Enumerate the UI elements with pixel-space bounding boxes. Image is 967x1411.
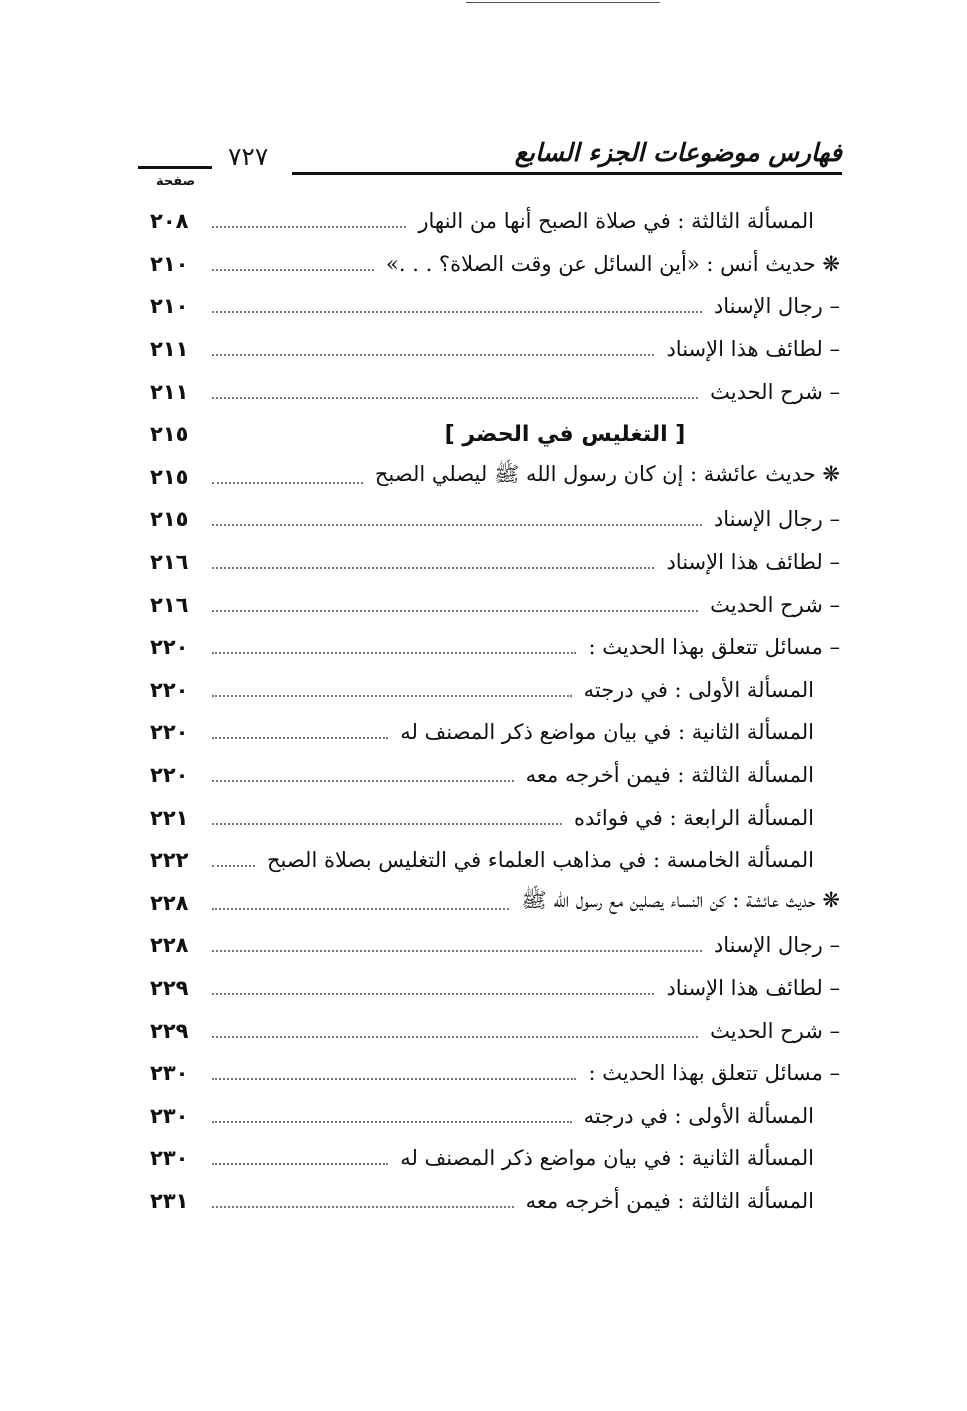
toc-entry (150, 1052, 840, 1095)
entry-page-number: ٢١١ (150, 379, 189, 404)
toc-entry (150, 796, 840, 839)
entry-page-number: ٢٢٠ (150, 720, 189, 745)
entry-page-number: ٢١٠ (150, 251, 189, 276)
header-page-number: ٧٢٧ (228, 142, 269, 171)
entry-label: المسألة الثالثة : في صلاة الصبح أنها من النهار (418, 209, 814, 234)
entry-page-number: ٢١٥ (150, 464, 189, 489)
toc-entry (150, 328, 840, 371)
entry-label: ❋ حديث عائشة : إن كان رسول الله ﷺ ليصلي الصبح (374, 462, 840, 487)
top-rule (466, 2, 660, 3)
toc-entry (150, 626, 840, 669)
entry-label: – رجال الإسناد (713, 294, 840, 319)
entry-page-number: ٢١٥ (150, 507, 189, 532)
entry-page-number: ٢٣١ (150, 1188, 189, 1213)
dot-leader (212, 823, 562, 825)
header-title: فهارس موضوعات الجزء السابع (514, 138, 842, 167)
entry-label: – شرح الحديث (710, 1018, 840, 1043)
toc-entry (150, 669, 840, 712)
dot-leader (212, 1078, 576, 1080)
toc-entry (150, 243, 840, 286)
toc-entry (150, 583, 840, 626)
dot-leader (212, 482, 363, 484)
entry-label: – مسائل تتعلق بهذا الحديث : (588, 635, 840, 660)
dot-leader (212, 652, 576, 654)
dot-leader (212, 610, 698, 612)
toc-entry (150, 967, 840, 1010)
dot-leader (212, 226, 406, 228)
entry-page-number: ٢٣٠ (150, 1146, 189, 1171)
entry-page-number: ٢٢٩ (150, 975, 189, 1000)
header-rule-short (138, 166, 212, 169)
entry-label: – رجال الإسناد (713, 933, 840, 958)
entry-label: المسألة الرابعة : في فوائده (574, 805, 814, 830)
entry-label: المسألة الثالثة : فيمن أخرجه معه (525, 763, 814, 788)
entry-label: المسألة الأولى : في درجته (583, 677, 814, 702)
toc-entry (150, 882, 840, 925)
dot-leader (212, 780, 514, 782)
entry-label: – لطائف هذا الإسناد (666, 550, 840, 575)
entry-label: – لطائف هذا الإسناد (666, 975, 840, 1000)
entry-label: ❋ حديث عائشة : كن النساء يصلين مع رسول الله ﷺ (521, 888, 840, 913)
entry-label: ❋ حديث أنس : «أين السائل عن وقت الصلاة؟ . . .» (386, 251, 840, 276)
toc-entry (150, 498, 840, 541)
dot-leader (212, 397, 698, 399)
toc-entry (150, 1094, 840, 1137)
page-header (138, 136, 842, 189)
entry-label: – مسائل تتعلق بهذا الحديث : (588, 1061, 840, 1086)
entry-page-number: ٢١٦ (150, 592, 189, 617)
dot-leader (212, 695, 572, 697)
entry-page-number: ٢٣٠ (150, 1103, 189, 1128)
dot-leader (212, 865, 255, 867)
entry-page-number: ٢٢٠ (150, 677, 189, 702)
entry-page-number: ٢٢٩ (150, 1018, 189, 1043)
dot-leader (212, 311, 702, 313)
entry-page-number: ٢٢٨ (150, 890, 189, 915)
dot-leader (212, 1206, 514, 1208)
toc-entry (150, 1180, 840, 1223)
entry-page-number: ٢١٠ (150, 294, 189, 319)
section-heading-wrap (200, 422, 840, 447)
entry-page-number: ٢٢١ (150, 805, 189, 830)
entry-page-number: ٢١٦ (150, 550, 189, 575)
entry-page-number: ٢١٥ (150, 422, 189, 447)
toc-entry (150, 541, 840, 584)
dot-leader (212, 993, 654, 995)
entry-page-number: ٢٢٢ (150, 848, 189, 873)
entry-page-number: ٢٢٠ (150, 763, 189, 788)
entry-page-number: ٢١١ (150, 337, 189, 362)
toc-entry (150, 1009, 840, 1052)
entry-label: المسألة الأولى : في درجته (583, 1103, 814, 1128)
entry-label: المسألة الخامسة : في مذاهب العلماء في التغليس بصلاة الصبح (266, 848, 814, 873)
entry-page-number: ٢٢٠ (150, 635, 189, 660)
section-heading-row (150, 413, 840, 456)
dot-leader (212, 354, 654, 356)
dot-leader (212, 1121, 572, 1123)
toc-entry (150, 754, 840, 797)
entry-label: – رجال الإسناد (713, 507, 840, 532)
dot-leader (212, 524, 702, 526)
dot-leader (212, 737, 388, 739)
entry-label: المسألة الثانية : في بيان مواضع ذكر المصنف له (400, 720, 814, 745)
toc-entry (150, 285, 840, 328)
entry-page-number: ٢٠٨ (150, 209, 189, 234)
table-of-contents (150, 200, 840, 1222)
toc-entry (150, 1137, 840, 1180)
dot-leader (212, 950, 702, 952)
entry-label: المسألة الثانية : في بيان مواضع ذكر المصنف له (400, 1146, 814, 1171)
entry-page-number: ٢٢٨ (150, 933, 189, 958)
toc-entry (150, 456, 840, 499)
entry-page-number: ٢٣٠ (150, 1061, 189, 1086)
dot-leader (212, 908, 509, 910)
entry-label: المسألة الثالثة : فيمن أخرجه معه (525, 1188, 814, 1213)
dot-leader (212, 1163, 388, 1165)
toc-entry (150, 711, 840, 754)
entry-label: – شرح الحديث (710, 592, 840, 617)
toc-entry (150, 839, 840, 882)
dot-leader (212, 269, 374, 271)
header-rule (292, 172, 842, 175)
page-column-label: صفحة (156, 174, 196, 189)
section-heading: [ التغليس في الحضر ] (444, 421, 686, 447)
toc-entry (150, 370, 840, 413)
dot-leader (212, 1036, 698, 1038)
entry-label: – شرح الحديث (710, 379, 840, 404)
toc-entry (150, 200, 840, 243)
toc-entry (150, 924, 840, 967)
dot-leader (212, 567, 654, 569)
entry-label: – لطائف هذا الإسناد (666, 337, 840, 362)
